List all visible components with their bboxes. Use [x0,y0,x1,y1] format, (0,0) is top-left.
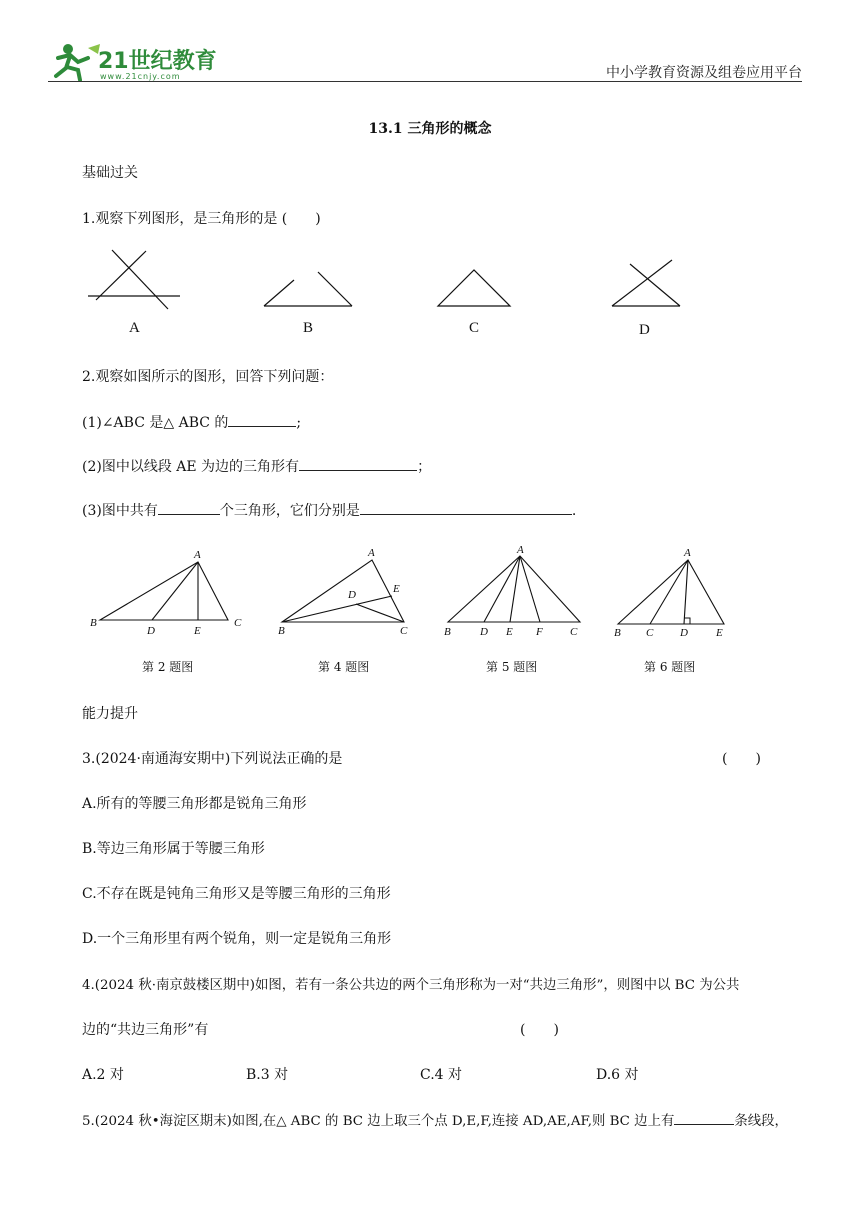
section-heading-advanced: 能力提升 [82,706,138,722]
brand-logo [48,40,218,82]
answer-blank [158,500,220,515]
question-4-stem-line-2: 边的“共边三角形”有 [82,1022,209,1038]
answer-blank [674,1110,734,1125]
figure-2-caption: 第 2 题图 [142,660,194,674]
figure-4-caption: 第 4 题图 [318,660,370,674]
option-d-label: D [639,322,650,338]
question-2-stem: 2.观察如图所示的图形，回答下列问题： [82,369,334,385]
svg-text:B: B [90,617,97,629]
question-1-stem: 1.观察下列图形，是三角形的是 ( ) [82,211,321,227]
header-divider [48,81,802,82]
svg-text:A: A [684,547,691,559]
question-4-answer-paren: ( ) [520,1022,559,1038]
svg-text:A: A [517,544,524,556]
question-3-option-a: A.所有的等腰三角形都是锐角三角形 [82,796,307,812]
svg-text:C: C [570,626,578,638]
svg-text:B: B [614,627,621,639]
svg-text:F: F [536,626,543,638]
figure-5-caption: 第 5 题图 [486,660,538,674]
svg-text:A: A [368,547,375,559]
answer-blank [228,412,296,427]
question-4-option-c: C.4 对 [420,1067,463,1083]
question-3-option-d: D.一个三角形里有两个锐角，则一定是锐角三角形 [82,931,392,947]
svg-text:E: E [393,583,400,595]
svg-text:C: C [400,625,408,637]
figure-2 [90,549,242,637]
page-header [0,0,860,90]
figure-6 [614,547,724,639]
question-3-option-c: C.不存在既是钝角三角形又是等腰三角形的三角形 [82,886,391,902]
section-heading-basic: 基础过关 [82,165,138,181]
svg-text:E: E [194,625,201,637]
svg-text:C: C [646,627,654,639]
svg-text:D: D [680,627,688,639]
svg-text:A: A [194,549,201,561]
question-5-stem: 5.(2024 秋•海淀区期末)如图,在△ ABC 的 BC 边上取三个点 D,E,F,连接 AD,AE,AF,则 BC 边上有 条线段， [82,1110,788,1129]
svg-text:D: D [480,626,488,638]
svg-text:B: B [278,625,285,637]
question-4-option-d: D.6 对 [596,1067,639,1083]
option-a-label: A [129,320,140,336]
svg-text:E: E [506,626,513,638]
option-a-figure [88,250,180,309]
question-1-figures [82,246,722,344]
svg-text:D: D [147,625,155,637]
platform-name: 中小学教育资源及组卷应用平台 [606,66,802,81]
svg-text:www.21cnjy.com: www.21cnjy.com [100,72,181,81]
question-2-part-2: (2)图中以线段 AE 为边的三角形有 ； [82,456,431,476]
svg-text:C: C [234,617,242,629]
question-2-part-3: (3)图中共有 个三角形，它们分别是 . [82,500,576,520]
question-4-option-a: A.2 对 [82,1067,124,1083]
figure-4 [278,547,408,637]
option-b-label: B [303,320,314,336]
option-c-label: C [469,320,480,336]
question-4-stem-line-1: 4.(2024 秋·南京鼓楼区期中)如图，若有一条公共边的两个三角形称为一对“共边三角形”，则图中以 BC 为公共 [82,978,740,993]
svg-text:E: E [716,627,723,639]
answer-blank [299,456,417,471]
svg-text:B: B [444,626,451,638]
question-3-stem: 3.(2024·南通海安期中)下列说法正确的是 [82,751,343,767]
figure-5 [444,544,580,638]
svg-text:D: D [348,589,356,601]
svg-text:21世纪教育: 21世纪教育 [98,49,217,74]
answer-blank [360,500,572,515]
option-d-figure [612,260,680,306]
option-c-figure [438,270,510,306]
question-4-option-b: B.3 对 [246,1067,289,1083]
figure-6-caption: 第 6 题图 [644,660,696,674]
question-2-part-1: (1)∠ABC 是△ ABC 的 ; [82,412,301,432]
option-b-figure [264,272,352,306]
page-title: 13.1 三角形的概念 [368,121,492,137]
question-3-option-b: B.等边三角形属于等腰三角形 [82,841,265,857]
question-3-answer-paren: ( ) [722,751,761,767]
